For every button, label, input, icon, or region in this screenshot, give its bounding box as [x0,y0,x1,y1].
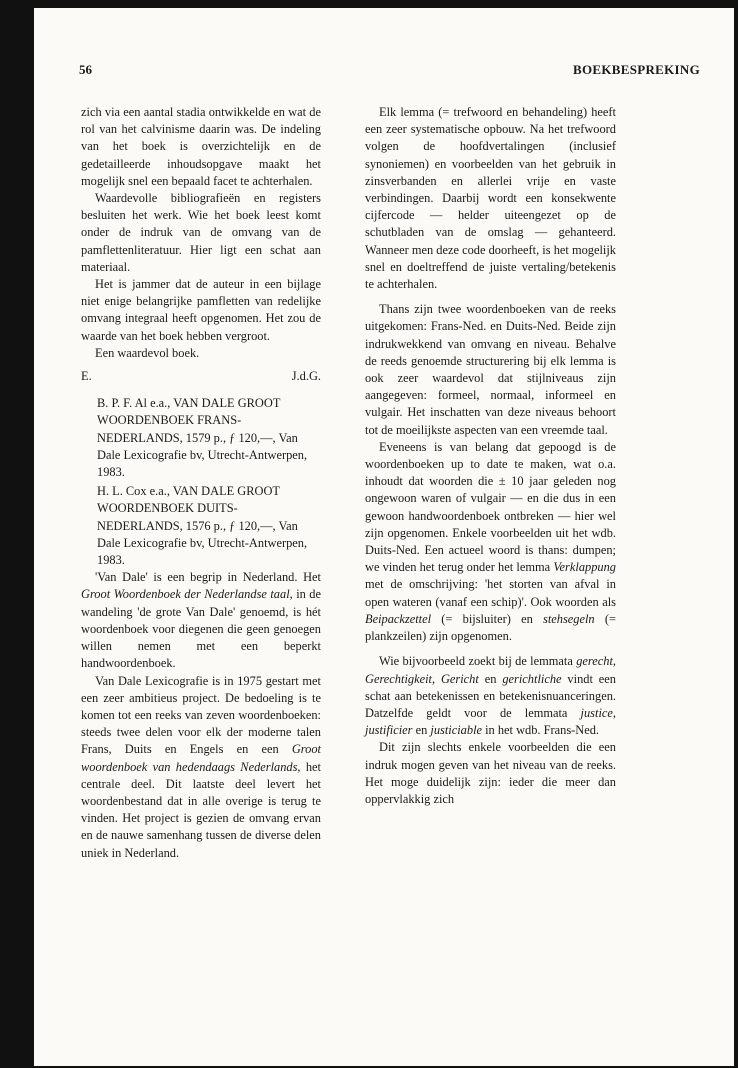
paragraph: Thans zijn twee woordenboeken van de reeks uitgekomen: Frans-Ned. en Duits-Ned. Beide zijn indrukwekkend van omvang en niveau. Behalve de reeds genoemde structurering bij elk lemma is ook zeer waardevol dat stijlniveaus zijn aangegeven: formeel, normaal, informeel en vulgair. Het inschatten van deze niveaus behoort tot de moeilijkste aspecten van een vreemde taal. [365,302,616,437]
left-column [81,104,321,862]
paragraph: Elk lemma (= trefwoord en behandeling) heeft een zeer systematische opbouw. Na het trefwoord volgen de hoofdvertalingen (inclusief synoniemen) en voorbeelden van het gebruik in zinsverbanden en allerlei vrije en vaste verbindingen. Daarbij wordt een konsekwente cijfercode — helder uiteengezet op de schutbladen van de omslag — gehanteerd. Wanneer men deze code doorheeft, is het mogelijk snel en doeltreffend de juiste vertaling/betekenis te achterhalen. [365,105,616,292]
paragraph: 'Van Dale' is een begrip in Nederland. Het Groot Woordenboek der Nederlandse taal, in de wandeling 'de grote Van Dale' genoemd, is hét woordenboek voor diegenen die geen genoegen willen nemen met een beperkt handwoordenboek. [81,570,321,671]
signature [81,368,321,385]
signature-author: J.d.G. [291,369,321,384]
paragraph: Een waardevol boek. [95,345,200,360]
paragraph: Eveneens is van belang dat gepoogd is de woordenboeken up to date te maken, wat o.a. inhoudt dat woorden die ± 10 jaar geleden nog ongewoon waren of vulgair — en die dus in een gewoon handwoordenboek ontbreken — hier wel zijn opgenomen. Enkele voorbeelden uit het wdb. Duits-Ned. Een actueel woord is thans: dumpen; we vinden het terug onder het lemma Verklappung met de omschrijving: 'het storten van afval in open wateren (vanaf een schip)'. Ook woorden als Beipackzettel (= bijsluiter) en stehsegeln (= plankzeilen) zijn opgenomen. [365,439,616,644]
book-citation: H. L. Cox e.a., VAN DALE GROOT WOORDENBOEK DUITS-NEDERLANDS, 1576 p., ƒ 120,—, Van Dale Lexicografie bv, Utrecht-Antwerpen, 1983. [97,484,308,568]
paragraph: Het is jammer dat de auteur in een bijlage niet enige belangrijke pamfletten van redelijke omvang integraal heeft opgenomen. Het zou de waarde van het boek hebben vergroot. [81,277,321,343]
page-number: 56 [79,62,92,77]
paragraph: Waardevolle bibliografieën en registers besluiten het werk. Wie het boek leest komt onder de indruk van de omvang van de pamflettenliteratuur. Hier ligt een schat aan materiaal. [81,191,321,274]
paragraph: Dit zijn slechts enkele voorbeelden die een indruk mogen geven van het niveau van de reeks. Het moge duidelijk zijn: ieder die meer dan oppervlakkig zich [365,740,616,806]
running-head: BOEKBESPREKING [572,62,700,77]
signature-initial: E. [81,369,92,384]
paragraph: Van Dale Lexicografie is in 1975 gestart met een zeer ambitieus project. De bedoeling is te komen tot een reeks van zeven woordenboeken: steeds twee delen voor elk der moderne talen Frans, Duits en Engels en een Groot woordenboek van hedendaags Nederlands, het centrale deel. Dit laatste deel levert het woordenbestand dat in alle overige is terug te vinden. Het project is gezien de omvang ervan en de nauwe samenhang tussen de diverse delen uniek in Nederland. [81,673,321,860]
paragraph: zich via een aantal stadia ontwikkelde en wat de rol van het calvinisme daarin was. De indeling van het boek is overzichtelijk en de gedetailleerde inhoudsopgave maakt het mogelijk snel een bepaald facet te achterhalen. [81,105,321,188]
book-citation: B. P. F. Al e.a., VAN DALE GROOT WOORDENBOEK FRANS-NEDERLANDS, 1579 p., ƒ 120,—, Van Dale Lexicografie bv, Utrecht-Antwerpen, 1983. [97,396,308,480]
paragraph: Wie bijvoorbeeld zoekt bij de lemmata gerecht, Gerechtigkeit, Gericht en gerichtliche vindt een schat aan betekenissen en betekenisnuanceringen. Datzelfde geldt voor de lemmata justice, justificier en justiciable in het wdb. Frans-Ned. [365,654,617,738]
right-column [365,104,616,808]
